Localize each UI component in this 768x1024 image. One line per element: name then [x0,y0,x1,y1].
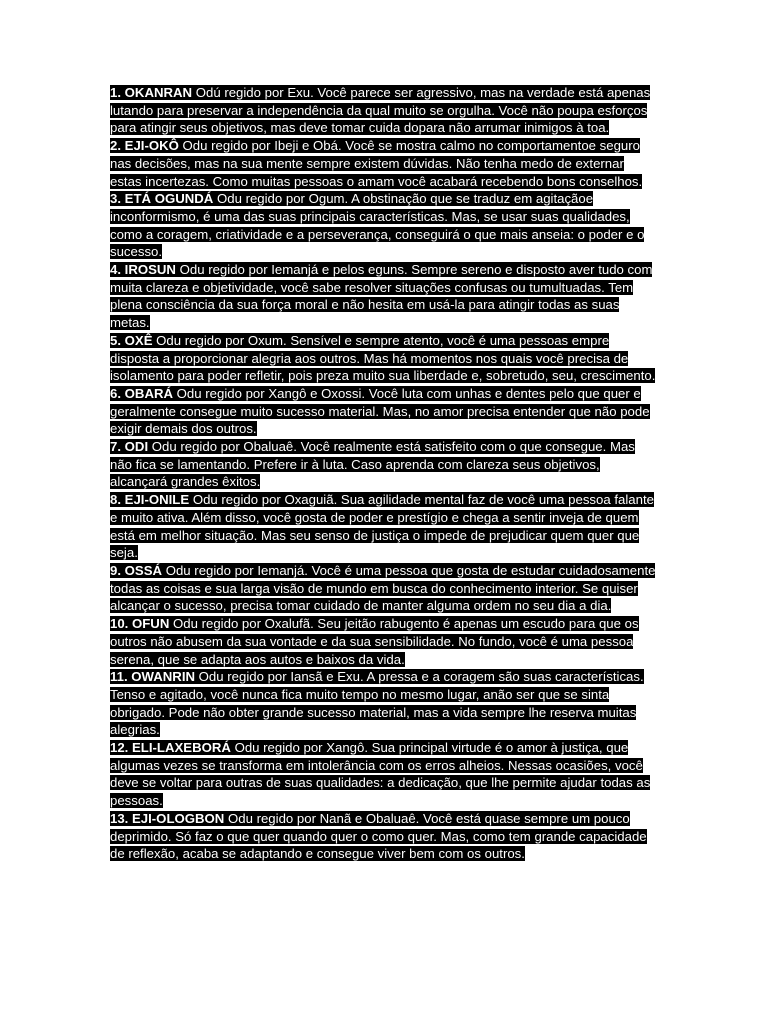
odu-description: Odu regido por Xangô. Sua principal virtude é o amor à justiça, que algumas vezes se transforma em intolerância com os erros alheios. Nessas ocasiões, você deve se voltar para outras de suas qualidades: a dedicação, que lhe permite ajudar todas as pessoas. [110,740,651,809]
odu-title: 5. OXÊ [110,332,153,348]
odu-description: Odu regido por Oxum. Sensível e sempre atento, você é uma pessoas empre disposta a proporcionar alegria aos outros. Mas há momentos nos quais você precisa de isolamento para poder refletir, pois preza muito sua liberdade e, sobretudo, seu, crescimento. [110,332,656,384]
odu-entry-11 [110,668,656,739]
odu-entry-10 [110,615,656,668]
odu-description: Odu regido por Ogum. A obstinação que se traduz em agitaçãoe inconformismo, é uma das suas principais características. Mas, se usar suas qualidades, como a coragem, criatividade e a perseverança, conseguirá o que mais anseia: o poder e o sucesso. [110,191,645,260]
odu-title: 2. EJI-OKÔ [110,138,179,154]
odu-title: 11. OWANRIN [110,669,196,685]
odu-title: 4. IROSUN [110,262,176,278]
odu-description: Odu regido por Iemanjá. Você é uma pessoa que gosta de estudar cuidadosamente todas as coisas e sua larga visão de mundo em busca do conhecimento interior. Se quiser alcançar o sucesso, precisa tomar cuidado de manter alguma ordem no seu dia a dia. [110,562,656,614]
odu-title: 9. OSSÁ [110,562,163,578]
odu-title: 7. ODI [110,439,149,455]
odu-title: 8. EJI-ONILE [110,492,190,508]
odu-entry-1 [110,84,656,137]
odu-entry-8 [110,491,656,562]
odu-title: 12. ELI-LAXEBORÁ [110,740,231,756]
odu-description: Odu regido por Ibeji e Obá. Você se mostra calmo no comportamentoe seguro nas decisões, mas na sua mente sempre existem dúvidas. Não tenha medo de externar estas incertezas. Como muitas pessoas o amam você acabará recebendo bons conselhos. [110,138,643,189]
odu-description: Odu regido por Iemanjá e pelos eguns. Sempre sereno e disposto aver tudo com muita clareza e objetividade, você sabe resolver situações confusas ou tumultuadas. Tem plena consciência da sua força moral e não hesita em usá-la para atingir todas as suas metas. [110,262,653,331]
odu-title: 3. ETÁ OGUNDÁ [110,191,214,207]
odu-entry-13 [110,810,656,863]
odu-entry-4 [110,261,656,332]
odu-entry-5 [110,332,656,385]
odu-description: Odu regido por Obaluaê. Você realmente está satisfeito com o que consegue. Mas não fica se lamentando. Prefere ir à luta. Caso aprenda com clareza seus objetivos, alcançará grandes êxitos. [110,439,635,490]
odu-entry-12 [110,739,656,810]
odu-entry-6 [110,385,656,438]
odu-description: Odu regido por Oxaguiã. Sua agilidade mental faz de você uma pessoa falante e muito ativa. Além disso, você gosta de poder e prestígio e chega a sentir inveja de quem está em melhor situação. Mas seu senso de justiça o impede de prejudicar quem quer que seja. [110,492,654,561]
odu-description: Odu regido por Oxalufã. Seu jeitão rabugento é apenas um escudo para que os outros não abusem da sua vontade e da sua sensibilidade. No fundo, você é uma pessoa serena, que se adapta aos autos e baixos da vida. [110,616,639,667]
odu-entry-3 [110,190,656,261]
document-body [110,84,656,863]
odu-title: 10. OFUN [110,616,170,632]
odu-title: 1. OKANRAN [110,85,193,100]
odu-description: Odu regido por Iansã e Exu. A pressa e a coragem são suas características. Tenso e agitado, você nunca fica muito tempo no mesmo lugar, anão ser que se sinta obrigado. Pode não obter grande sucesso material, mas a vida sempre lhe reserva muitas alegrias. [110,669,644,738]
odu-description: Odú regido por Exu. Você parece ser agressivo, mas na verdade está apenas lutando para preservar a independência da qual muito se orgulha. Você não poupa esforços para atingir seus objetivos, mas deve tomar cuida dopara não arrumar inimigos à toa. [110,85,651,136]
odu-title: 13. EJI-OLOGBON [110,810,225,826]
odu-description: Odu regido por Nanã e Obaluaê. Você está quase sempre um pouco deprimido. Só faz o que quer quando quer o como quer. Mas, como tem grande capacidade de reflexão, acaba se adaptando e consegue viver bem com os outros. [110,810,647,862]
odu-description: Odu regido por Xangô e Oxossi. Você luta com unhas e dentes pelo que quer e geralmente consegue muito sucesso material. Mas, no amor precisa entender que não pode exigir demais dos outros. [110,385,650,437]
odu-entry-2 [110,137,656,190]
odu-title: 6. OBARÁ [110,385,174,401]
odu-entry-9 [110,562,656,615]
odu-entry-7 [110,438,656,491]
